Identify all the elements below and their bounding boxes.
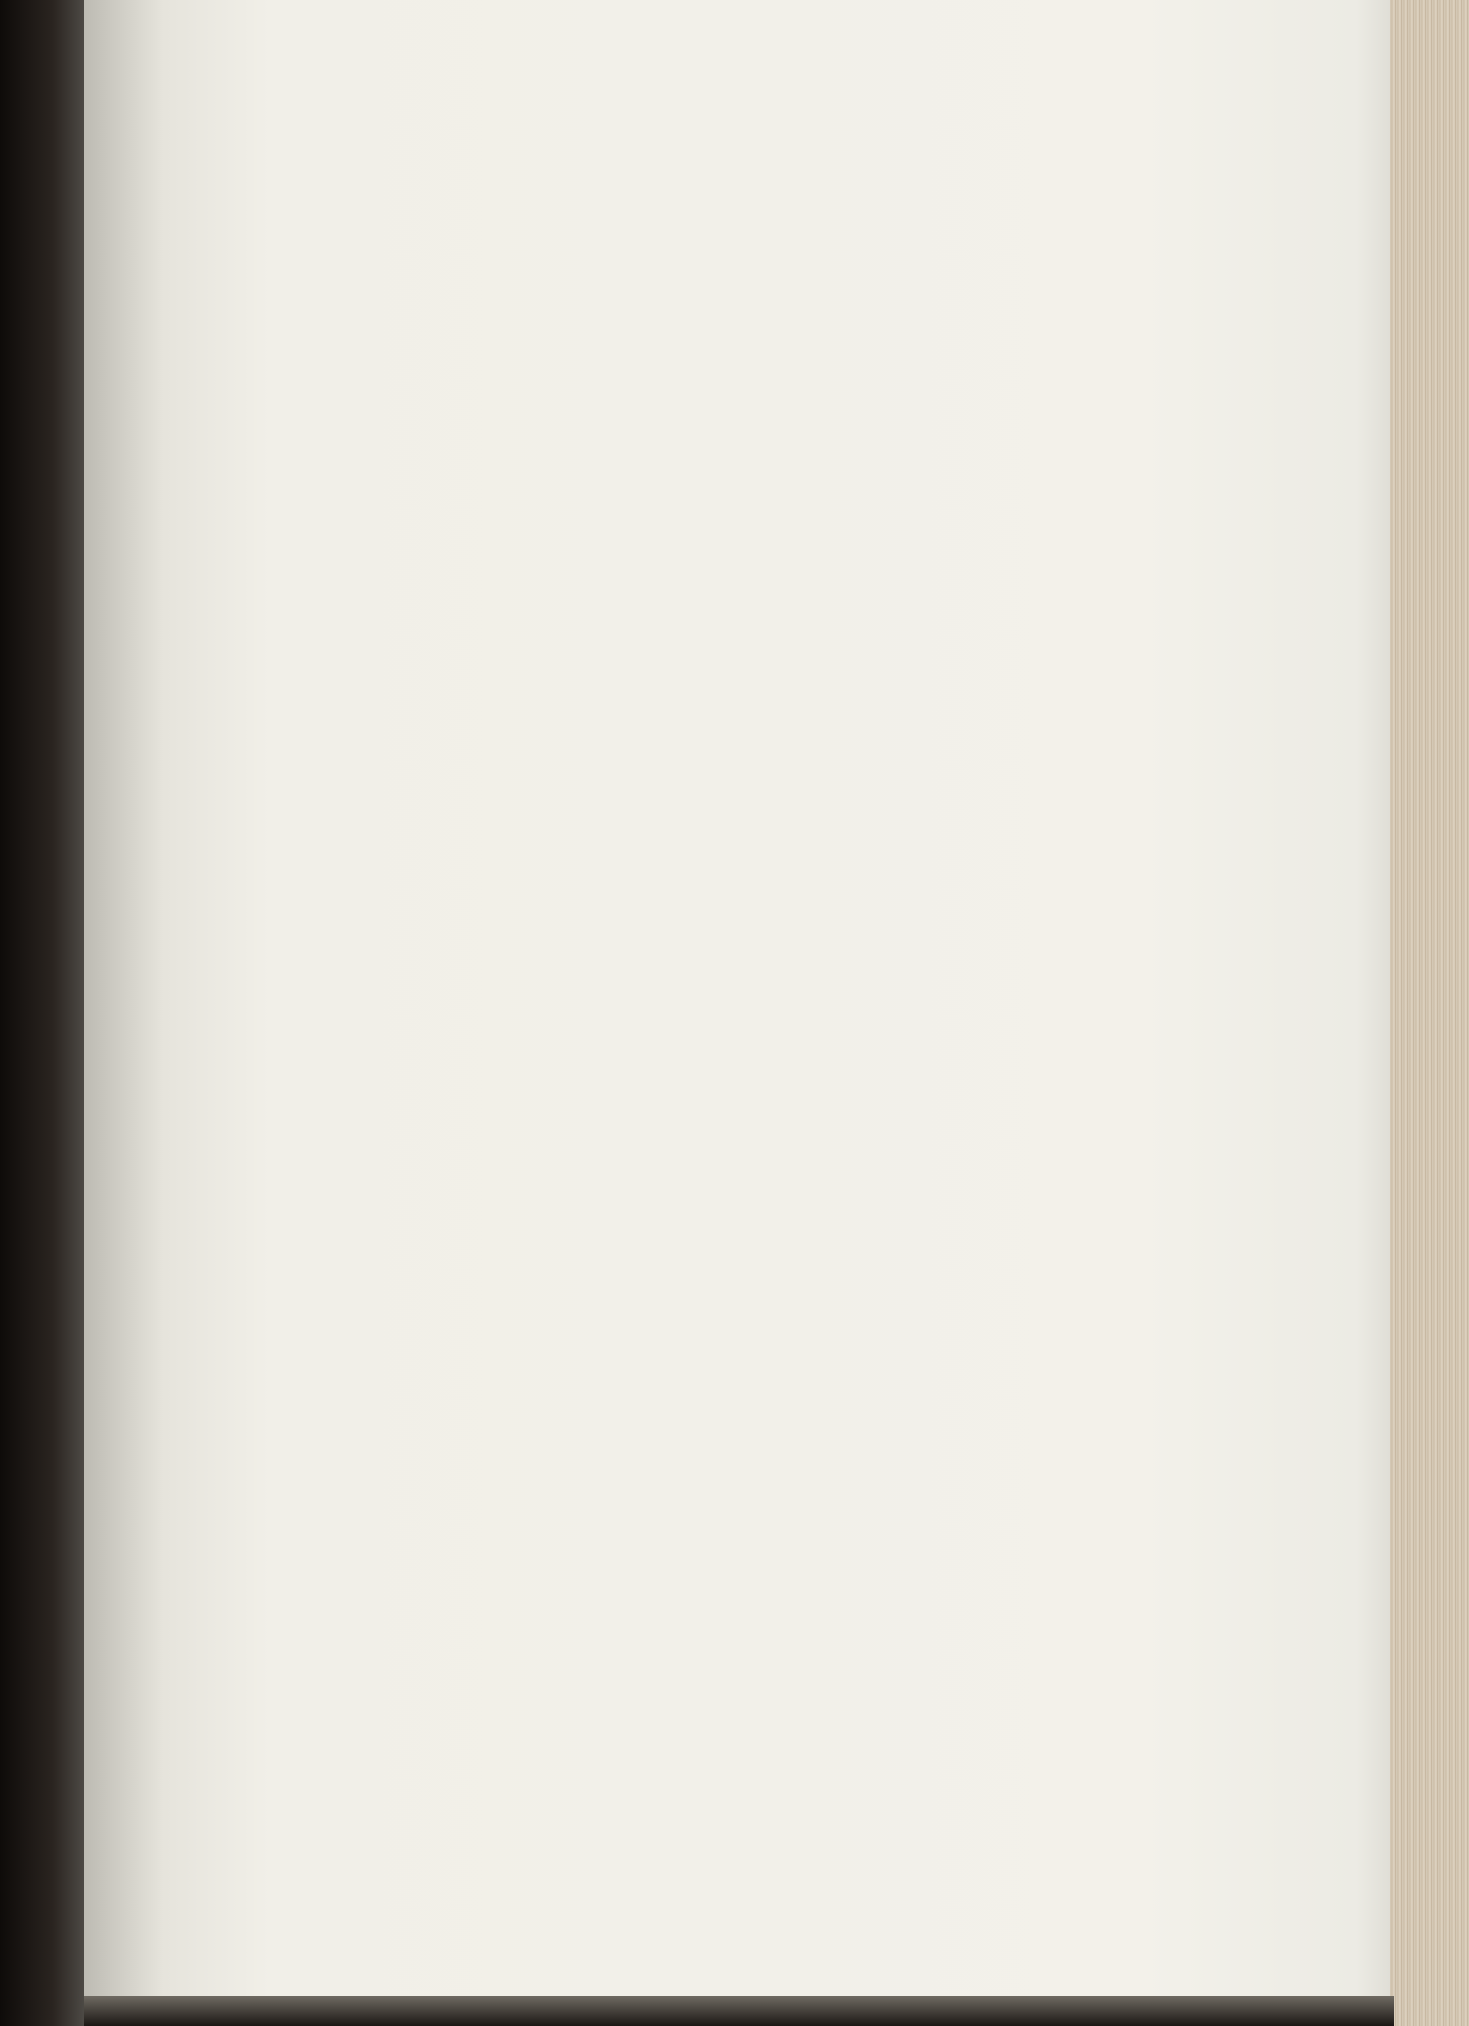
page-fore-edge <box>1390 0 1469 2026</box>
bottom-shadow <box>84 1996 1394 2026</box>
book-spine-shadow <box>0 0 96 2026</box>
book-page <box>84 0 1409 1998</box>
